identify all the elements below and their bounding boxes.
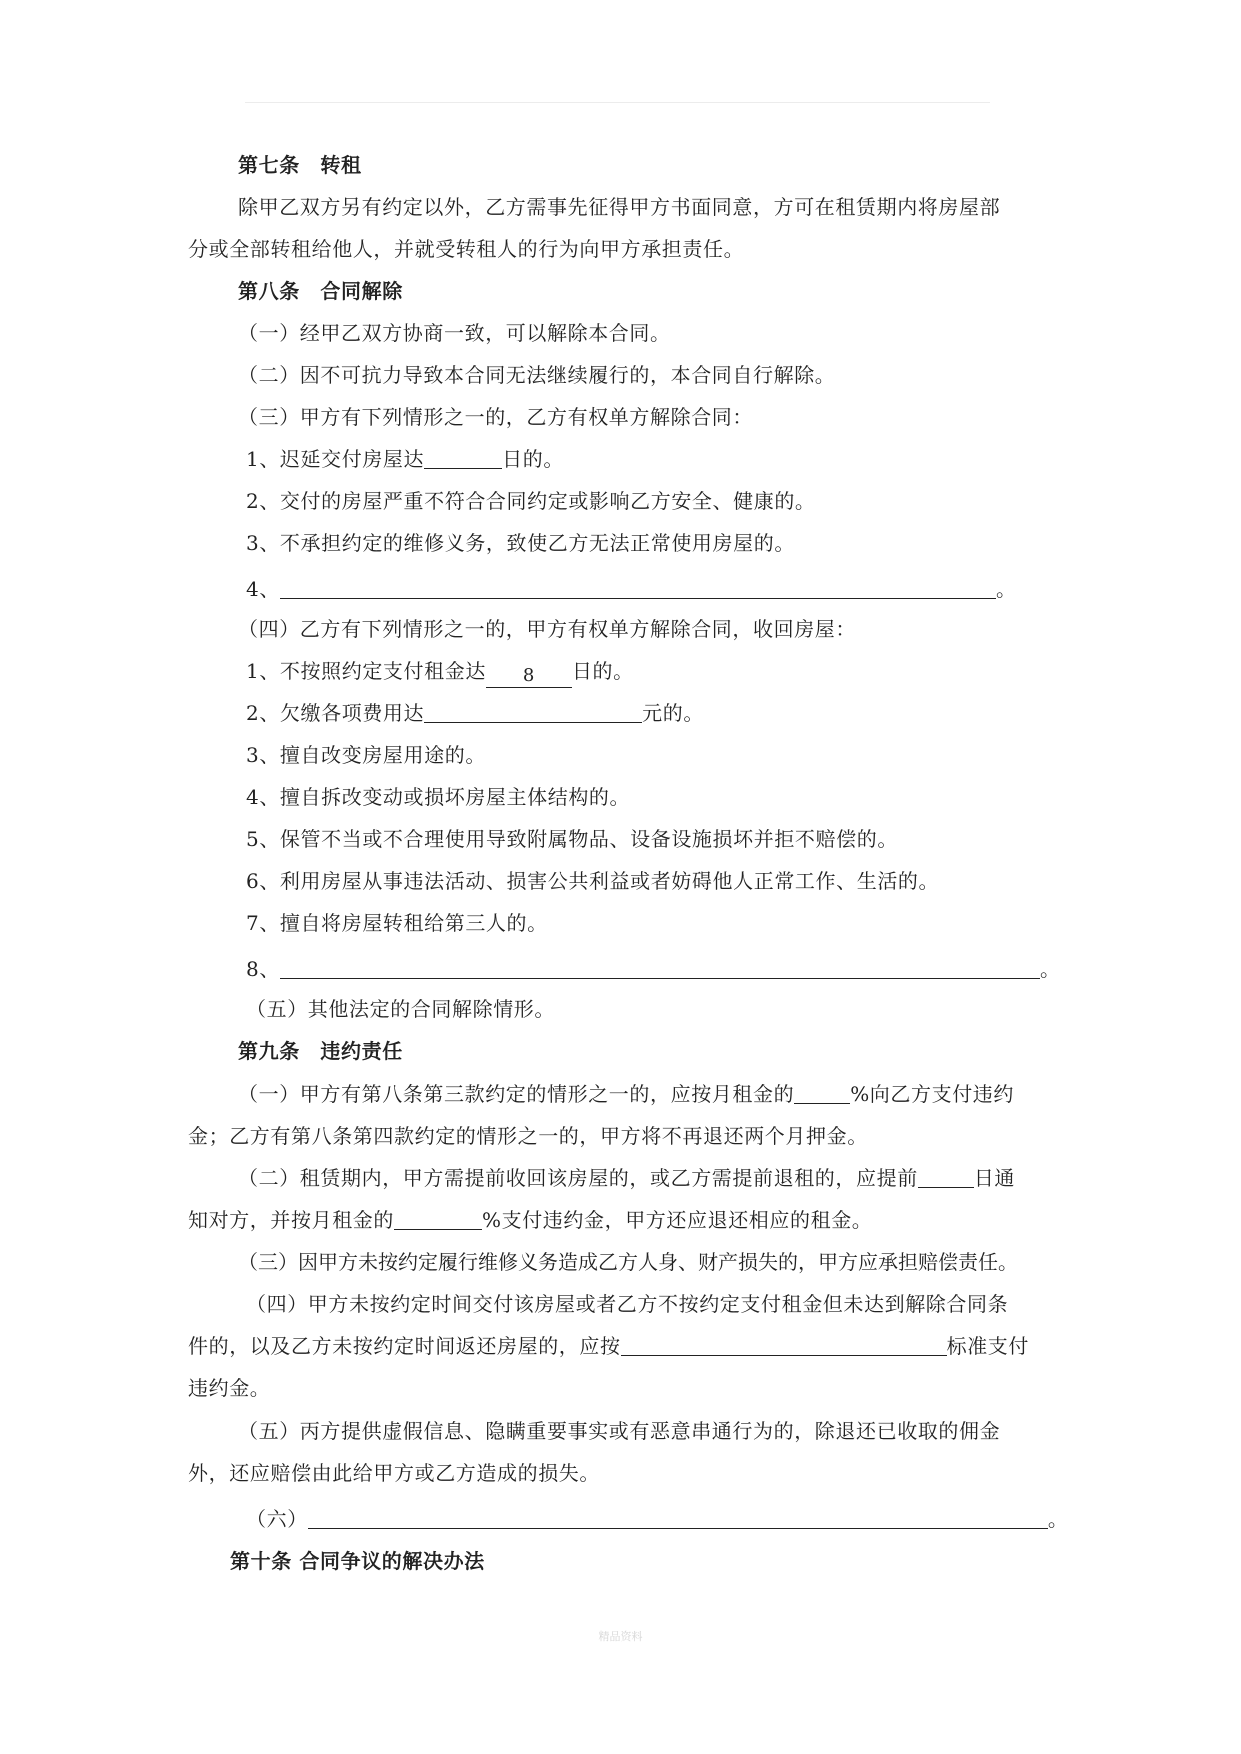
article-8-item-4-sub-7: 7、擅自将房屋转租给第三人的。 xyxy=(246,911,548,935)
sub-4-suffix: 。 xyxy=(995,577,1017,601)
article-8-item-4-sub-4: 4、擅自拆改变动或损坏房屋主体结构的。 xyxy=(246,785,631,809)
article-8-item-4-sub-2 xyxy=(246,699,704,727)
article-8-item-4-sub-5: 5、保管不当或不合理使用导致附属物品、设备设施损坏并拒不赔偿的。 xyxy=(246,827,898,851)
article-8-item-2: （二）因不可抗力导致本合同无法继续履行的，本合同自行解除。 xyxy=(238,363,836,387)
item-2-text-2: 知对方，并按月租金的 xyxy=(188,1208,394,1232)
article-9-item-3: （三）因甲方未按约定履行维修义务造成乙方人身、财产损失的，甲方应承担赔偿责任。 xyxy=(238,1250,1018,1274)
item-2-text: （二）租赁期内，甲方需提前收回该房屋的，或乙方需提前退租的，应提前 xyxy=(238,1166,918,1190)
sub-1-text: 1、迟延交付房屋达 xyxy=(246,447,425,471)
article-8-item-3-sub-1 xyxy=(246,445,564,473)
article-9-item-4-line-3: 违约金。 xyxy=(188,1376,271,1400)
article-7-paragraph-line-2: 分或全部转租给他人，并就受转租人的行为向甲方承担责任。 xyxy=(188,237,745,261)
rent-overdue-days-blank: 8 xyxy=(486,665,572,688)
item-4-other-blank xyxy=(280,956,1040,979)
article-8-item-3-sub-2: 2、交付的房屋严重不符合合同约定或影响乙方安全、健康的。 xyxy=(246,489,816,513)
article-8-item-4: （四）乙方有下列情形之一的，甲方有权单方解除合同，收回房屋： xyxy=(238,617,856,641)
article-9-item-6 xyxy=(246,1505,1068,1533)
notice-days-blank xyxy=(918,1165,974,1188)
article-8-item-4-sub-3: 3、擅自改变房屋用途的。 xyxy=(246,743,486,767)
article-8-title: 第八条 合同解除 xyxy=(238,279,403,303)
article-8-item-5: （五）其他法定的合同解除情形。 xyxy=(246,997,555,1021)
item-3-other-blank xyxy=(280,576,996,599)
article-8-item-1: （一）经甲乙双方协商一致，可以解除本合同。 xyxy=(238,321,671,345)
article-8-item-4-sub-1 xyxy=(246,657,634,688)
penalty-percent-blank-2 xyxy=(394,1207,482,1230)
article-9-title: 第九条 违约责任 xyxy=(238,1039,403,1063)
article-8-item-4-sub-6: 6、利用房屋从事违法活动、损害公共利益或者妨碍他人正常工作、生活的。 xyxy=(246,869,940,893)
article-9-item-4-line-2 xyxy=(188,1332,1029,1360)
sub-4-number: 4、 xyxy=(246,577,280,601)
item-6-other-blank xyxy=(308,1506,1048,1529)
delay-days-blank xyxy=(424,446,502,469)
article-8-item-3-sub-4 xyxy=(246,575,1017,603)
article-9-item-5-line-2: 外，还应赔偿由此给甲方或乙方造成的损失。 xyxy=(188,1461,600,1485)
article-8-item-4-sub-8 xyxy=(246,955,1061,983)
sub-8-suffix: 。 xyxy=(1039,957,1061,981)
item-2-text-3: %支付违约金，甲方还应退还相应的租金。 xyxy=(482,1208,873,1232)
sub-1-text: 1、不按照约定支付租金达 xyxy=(246,659,486,683)
article-8-item-3: （三）甲方有下列情形之一的，乙方有权单方解除合同： xyxy=(238,405,753,429)
fees-owed-blank xyxy=(424,700,642,723)
article-7-paragraph-line-1: 除甲乙双方另有约定以外，乙方需事先征得甲方书面同意，方可在租赁期内将房屋部 xyxy=(238,195,1001,219)
article-9-item-5-line-1: （五）丙方提供虚假信息、隐瞒重要事实或有恶意串通行为的，除退还已收取的佣金 xyxy=(238,1419,1001,1443)
article-9-item-1-line-1 xyxy=(238,1080,1014,1108)
item-4-text: 件的，以及乙方未按约定时间返还房屋的，应按 xyxy=(188,1334,621,1358)
article-9-item-2-line-2 xyxy=(188,1206,872,1234)
item-4-text-cont: 标准支付 xyxy=(946,1334,1030,1358)
article-8-item-3-sub-3: 3、不承担约定的维修义务，致使乙方无法正常使用房屋的。 xyxy=(246,531,795,555)
footer-watermark: 精品资料 xyxy=(598,1630,643,1643)
sub-1-suffix: 日的。 xyxy=(571,659,634,683)
article-7-title: 第七条 转租 xyxy=(238,153,362,177)
header-rule xyxy=(245,102,990,103)
item-2-text-cont: 日通 xyxy=(973,1166,1016,1190)
article-9-item-4-line-1: （四）甲方未按约定时间交付该房屋或者乙方不按约定支付租金但未达到解除合同条 xyxy=(246,1292,1009,1316)
item-1-text: （一）甲方有第八条第三款约定的情形之一的，应按月租金的 xyxy=(238,1082,795,1106)
sub-2-suffix: 元的。 xyxy=(642,701,704,725)
item-1-text-cont: %向乙方支付违约 xyxy=(850,1082,1015,1106)
sub-1-suffix: 日的。 xyxy=(502,447,564,471)
article-9-item-1-line-2: 金；乙方有第八条第四款约定的情形之一的，甲方将不再退还两个月押金。 xyxy=(188,1124,868,1148)
penalty-percent-blank-1 xyxy=(794,1081,850,1104)
article-9-item-2-line-1 xyxy=(238,1164,1015,1192)
item-6-suffix: 。 xyxy=(1047,1507,1069,1531)
item-6-number: （六） xyxy=(246,1507,308,1531)
sub-2-text: 2、欠缴各项费用达 xyxy=(246,701,425,725)
sub-8-number: 8、 xyxy=(246,957,280,981)
penalty-standard-blank xyxy=(621,1333,947,1356)
article-10-title: 第十条 合同争议的解决办法 xyxy=(230,1549,485,1573)
